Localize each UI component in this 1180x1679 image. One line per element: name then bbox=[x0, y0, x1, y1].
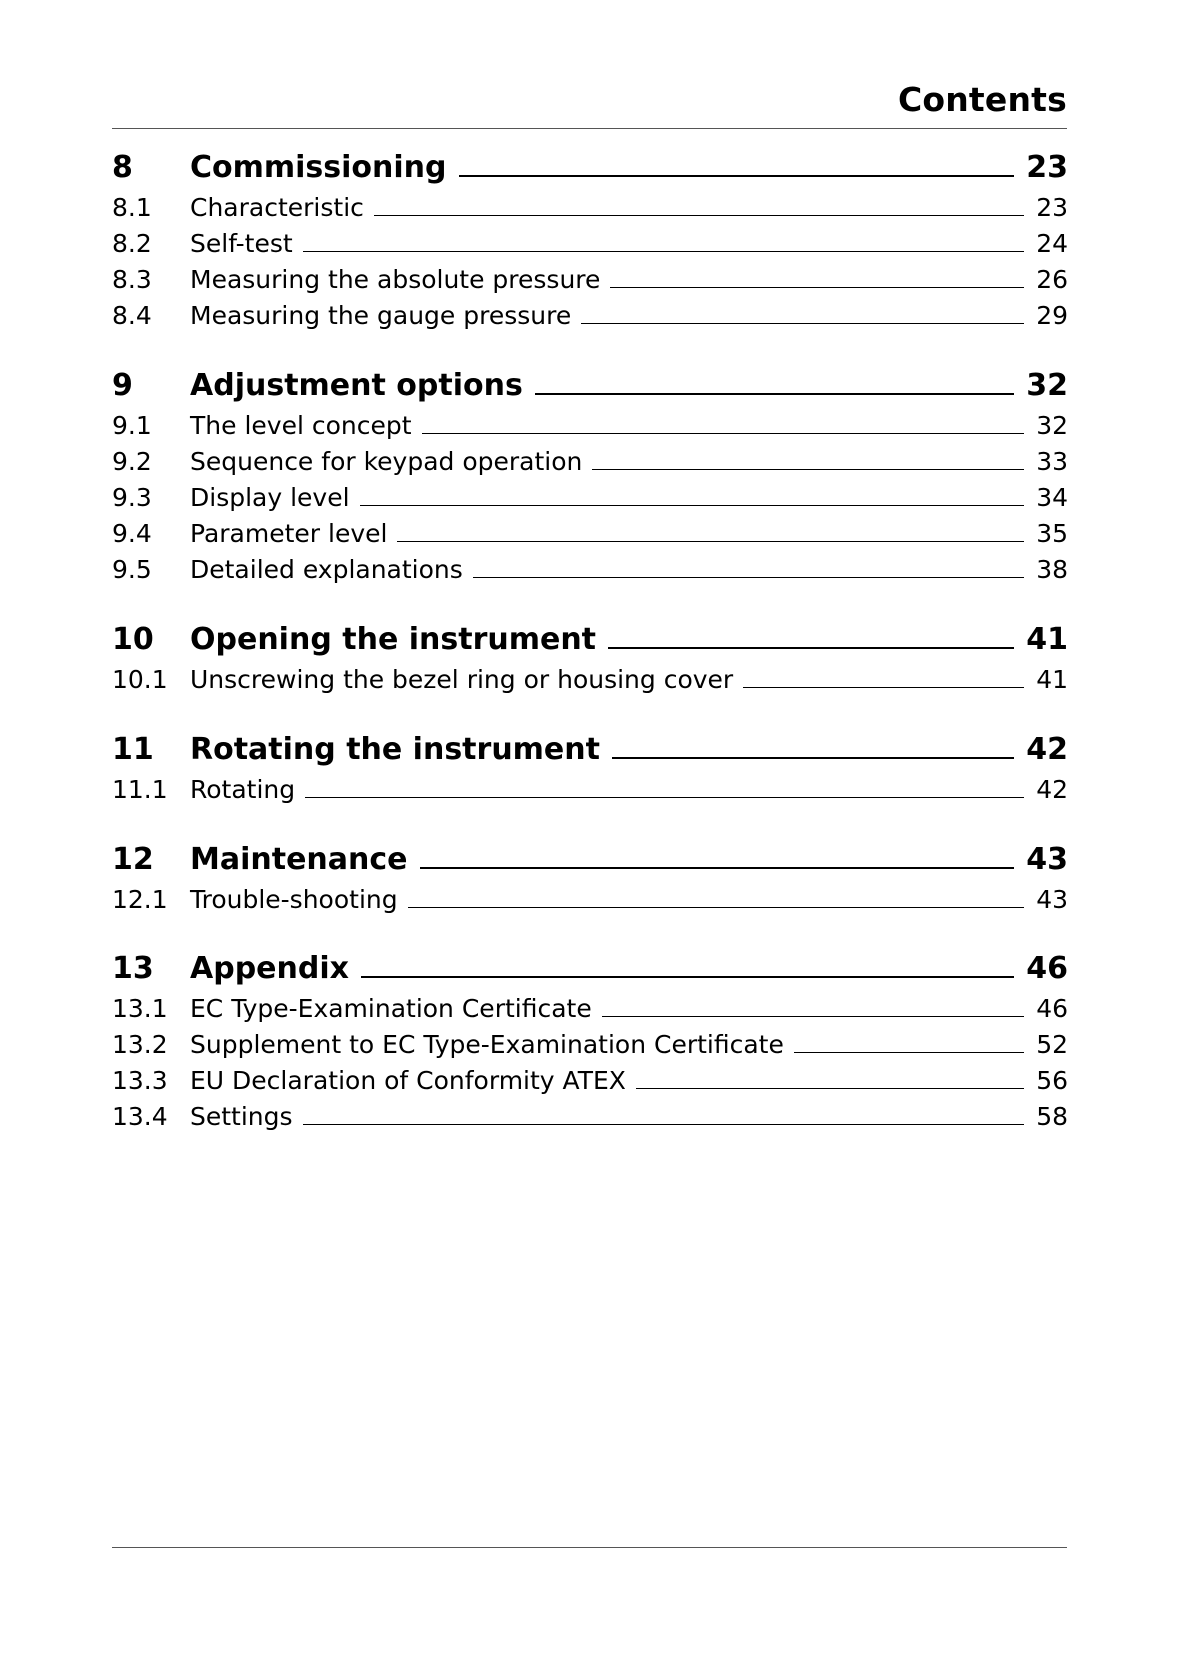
footer-rule bbox=[112, 1547, 1067, 1548]
toc-number: 12.1 bbox=[112, 885, 168, 914]
toc-leader bbox=[397, 540, 1024, 542]
toc-title: The level concept bbox=[190, 411, 412, 440]
toc-chapter-12[interactable] bbox=[112, 842, 1068, 882]
toc-page-number: 41 bbox=[1026, 622, 1068, 657]
toc-title: Appendix bbox=[190, 951, 349, 986]
toc-title: Measuring the gauge pressure bbox=[190, 301, 572, 330]
toc-number: 12 bbox=[112, 842, 154, 877]
toc-section-8-3[interactable] bbox=[112, 265, 1068, 299]
toc-page-number: 42 bbox=[1026, 732, 1068, 767]
toc-title: Commissioning bbox=[190, 150, 447, 185]
toc-page-number: 23 bbox=[1026, 150, 1068, 185]
toc-section-9-2[interactable] bbox=[112, 447, 1068, 481]
toc-page-number: 26 bbox=[1036, 265, 1068, 294]
toc-chapter-9[interactable] bbox=[112, 368, 1068, 408]
toc-number: 10.1 bbox=[112, 665, 168, 694]
toc-leader bbox=[420, 866, 1015, 869]
toc-title: Maintenance bbox=[190, 842, 408, 877]
toc-title: Rotating bbox=[190, 775, 296, 804]
toc-section-13-3[interactable] bbox=[112, 1066, 1068, 1100]
toc-page-number: 42 bbox=[1036, 775, 1068, 804]
toc-number: 13.4 bbox=[112, 1102, 168, 1131]
toc-chapter-10[interactable] bbox=[112, 622, 1068, 662]
page-title: Contents bbox=[897, 80, 1067, 119]
toc-page-number: 56 bbox=[1036, 1066, 1068, 1095]
page-header bbox=[112, 76, 1067, 129]
toc-leader bbox=[408, 906, 1025, 908]
toc-section-9-4[interactable] bbox=[112, 519, 1068, 553]
toc-number: 13 bbox=[112, 951, 154, 986]
toc-page-number: 46 bbox=[1036, 994, 1068, 1023]
toc-section-10-1[interactable] bbox=[112, 665, 1068, 699]
toc-leader bbox=[612, 756, 1014, 759]
toc-section-9-3[interactable] bbox=[112, 483, 1068, 517]
toc-title: EC Type-Examination Certificate bbox=[190, 994, 592, 1023]
toc-title: Parameter level bbox=[190, 519, 388, 548]
toc-leader bbox=[459, 174, 1015, 177]
toc-section-8-4[interactable] bbox=[112, 301, 1068, 335]
toc-title: Characteristic bbox=[190, 193, 364, 222]
toc-leader bbox=[303, 1123, 1025, 1125]
toc-page-number: 41 bbox=[1036, 665, 1068, 694]
toc-page-number: 58 bbox=[1036, 1102, 1068, 1131]
toc-leader bbox=[374, 214, 1024, 216]
toc-number: 9.5 bbox=[112, 555, 152, 584]
toc-section-13-4[interactable] bbox=[112, 1102, 1068, 1136]
toc-title: Measuring the absolute pressure bbox=[190, 265, 601, 294]
toc-page-number: 24 bbox=[1036, 229, 1068, 258]
toc-title: Settings bbox=[190, 1102, 293, 1131]
toc-number: 9.4 bbox=[112, 519, 152, 548]
toc-chapter-11[interactable] bbox=[112, 732, 1068, 772]
toc-leader bbox=[608, 646, 1014, 649]
toc-leader bbox=[422, 432, 1025, 434]
toc-number: 9.1 bbox=[112, 411, 152, 440]
toc-number: 10 bbox=[112, 622, 154, 657]
toc-number: 8.4 bbox=[112, 301, 152, 330]
toc-leader bbox=[581, 322, 1024, 324]
toc-page-number: 46 bbox=[1026, 951, 1068, 986]
toc-title: Opening the instrument bbox=[190, 622, 597, 657]
toc-leader bbox=[305, 796, 1024, 798]
toc-title: Self-test bbox=[190, 229, 293, 258]
toc-leader bbox=[610, 286, 1024, 288]
toc-page-number: 43 bbox=[1026, 842, 1068, 877]
toc-page-number: 34 bbox=[1036, 483, 1068, 512]
toc-title: EU Declaration of Conformity ATEX bbox=[190, 1066, 626, 1095]
toc-chapter-8[interactable] bbox=[112, 150, 1068, 190]
toc-section-12-1[interactable] bbox=[112, 885, 1068, 919]
toc-number: 9 bbox=[112, 368, 133, 403]
toc-title: Adjustment options bbox=[190, 368, 523, 403]
toc-page-number: 38 bbox=[1036, 555, 1068, 584]
toc-section-11-1[interactable] bbox=[112, 775, 1068, 809]
toc-title: Detailed explanations bbox=[190, 555, 463, 584]
toc-page-number: 33 bbox=[1036, 447, 1068, 476]
toc-number: 13.2 bbox=[112, 1030, 168, 1059]
toc-leader bbox=[636, 1087, 1024, 1089]
toc-leader bbox=[794, 1051, 1024, 1053]
toc-page-number: 32 bbox=[1026, 368, 1068, 403]
toc-section-13-2[interactable] bbox=[112, 1030, 1068, 1064]
toc-page-number: 52 bbox=[1036, 1030, 1068, 1059]
toc-number: 11.1 bbox=[112, 775, 168, 804]
toc-section-8-2[interactable] bbox=[112, 229, 1068, 263]
toc-number: 13.1 bbox=[112, 994, 168, 1023]
toc-leader bbox=[473, 576, 1024, 578]
toc-section-13-1[interactable] bbox=[112, 994, 1068, 1028]
toc-page-number: 35 bbox=[1036, 519, 1068, 548]
toc-section-9-1[interactable] bbox=[112, 411, 1068, 445]
toc-leader bbox=[360, 504, 1025, 506]
toc-page-number: 32 bbox=[1036, 411, 1068, 440]
toc-leader bbox=[303, 250, 1025, 252]
toc-number: 9.2 bbox=[112, 447, 152, 476]
toc-leader bbox=[535, 392, 1014, 395]
toc-title: Display level bbox=[190, 483, 350, 512]
toc-section-8-1[interactable] bbox=[112, 193, 1068, 227]
toc-number: 11 bbox=[112, 732, 154, 767]
toc-number: 8.1 bbox=[112, 193, 152, 222]
toc-leader bbox=[602, 1015, 1024, 1017]
toc-section-9-5[interactable] bbox=[112, 555, 1068, 589]
toc-title: Trouble-shooting bbox=[190, 885, 398, 914]
toc-leader bbox=[592, 468, 1024, 470]
toc-number: 13.3 bbox=[112, 1066, 168, 1095]
toc-page-number: 23 bbox=[1036, 193, 1068, 222]
toc-number: 8 bbox=[112, 150, 133, 185]
toc-leader bbox=[361, 975, 1014, 978]
toc-title: Sequence for keypad operation bbox=[190, 447, 583, 476]
toc-chapter-13[interactable] bbox=[112, 951, 1068, 991]
toc-leader bbox=[743, 686, 1024, 688]
toc-page-number: 43 bbox=[1036, 885, 1068, 914]
toc-title: Supplement to EC Type-Examination Certificate bbox=[190, 1030, 784, 1059]
toc-number: 8.3 bbox=[112, 265, 152, 294]
toc-title: Unscrewing the bezel ring or housing cover bbox=[190, 665, 734, 694]
toc-page-number: 29 bbox=[1036, 301, 1068, 330]
toc-number: 9.3 bbox=[112, 483, 152, 512]
toc-number: 8.2 bbox=[112, 229, 152, 258]
toc-title: Rotating the instrument bbox=[190, 732, 600, 767]
